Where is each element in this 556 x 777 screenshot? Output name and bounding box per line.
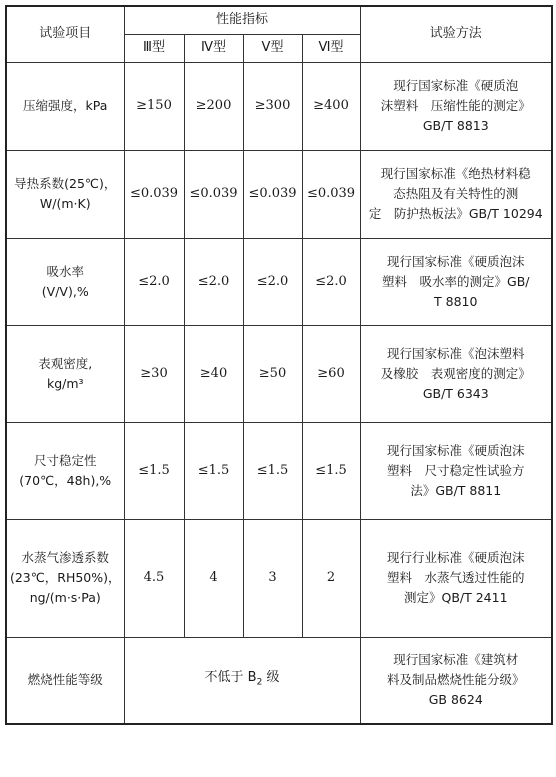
- item-line: 表观密度,: [38, 355, 93, 371]
- table-row: [6, 325, 552, 422]
- method-line: 定 防护热板法》GB/T 10294: [368, 206, 543, 221]
- item-line: ng/(m·s·Pa): [29, 590, 101, 605]
- item-line: 尺寸稳定性: [33, 452, 97, 468]
- header-test-method: 试验方法: [360, 6, 552, 62]
- value-cell: ≥300: [243, 62, 302, 150]
- table-row: [6, 238, 552, 325]
- value-cell: ≤2.0: [243, 238, 302, 325]
- value-cell: ≤1.5: [124, 422, 184, 519]
- method-line: 现行国家标准《绝热材料稳: [380, 166, 531, 181]
- method-line: 塑料 吸水率的测定》GB/: [382, 273, 530, 289]
- header-test-item: 试验项目: [6, 6, 124, 62]
- item-line: 导热系数(25℃)，: [14, 176, 117, 191]
- item-cell: [6, 62, 124, 150]
- header-performance-indicators: 性能指标: [124, 6, 360, 34]
- value-cell: ≥30: [124, 325, 184, 422]
- value-cell: ≤1.5: [302, 422, 360, 519]
- value-cell: ≤1.5: [184, 422, 243, 519]
- value-cell: ≤1.5: [243, 422, 302, 519]
- item-line: 压缩强度，kPa: [23, 98, 108, 113]
- method-cell: [360, 422, 552, 519]
- value-cell: ≤0.039: [124, 150, 184, 238]
- method-line: GB/T 8813: [422, 118, 489, 133]
- performance-spec-table: [5, 5, 553, 725]
- value-cell: ≤0.039: [243, 150, 302, 238]
- item-cell: 燃烧性能等级: [6, 637, 124, 724]
- value-cell: ≥400: [302, 62, 360, 150]
- item-cell: [6, 150, 124, 238]
- method-line: GB/T 6343: [422, 385, 489, 401]
- value-cell: ≤2.0: [302, 238, 360, 325]
- value-cell: ≤2.0: [184, 238, 243, 325]
- method-line: 法》GB/T 8811: [410, 482, 502, 498]
- table-row: [6, 62, 552, 150]
- merged-prefix: 不低于 B: [204, 669, 257, 685]
- item-line: (70℃，48h),%: [19, 472, 112, 488]
- item-cell: [6, 519, 124, 637]
- value-cell: 3: [243, 519, 302, 637]
- value-cell: ≥200: [184, 62, 243, 150]
- header-type-4: Ⅳ型: [184, 34, 243, 62]
- header-type-5: Ⅴ型: [243, 34, 302, 62]
- method-line: 现行国家标准《硬质泡: [393, 78, 519, 93]
- table-row: [6, 422, 552, 519]
- item-cell: [6, 325, 124, 422]
- value-cell: ≤0.039: [302, 150, 360, 238]
- item-line: 吸水率: [46, 263, 84, 279]
- method-line: 测定》QB/T 2411: [403, 590, 508, 605]
- item-line: (23℃，RH50%)，: [9, 570, 121, 585]
- method-line: T 8810: [434, 293, 478, 309]
- merged-suffix: 级: [262, 669, 280, 685]
- value-cell: ≤0.039: [184, 150, 243, 238]
- table-row: [6, 637, 552, 724]
- value-cell: ≤2.0: [124, 238, 184, 325]
- method-cell: [360, 637, 552, 724]
- value-cell: 4: [184, 519, 243, 637]
- value-cell: 4.5: [124, 519, 184, 637]
- table-row: [6, 519, 552, 637]
- item-line: kg/m³: [46, 375, 84, 391]
- value-cell: ≥40: [184, 325, 243, 422]
- item-line: W/(m·K): [39, 196, 91, 211]
- value-cell: 2: [302, 519, 360, 637]
- method-line: 态热阻及有关特性的测: [393, 186, 519, 201]
- method-line: 现行国家标准《硬质泡沫: [387, 442, 525, 458]
- item-cell: [6, 422, 124, 519]
- method-line: 现行国家标准《泡沫塑料: [387, 345, 525, 361]
- method-line: 料及制品燃烧性能分级》: [387, 672, 525, 688]
- header-type-6: Ⅵ型: [302, 34, 360, 62]
- value-cell: ≥60: [302, 325, 360, 422]
- table-row: [6, 150, 552, 238]
- value-cell: ≥50: [243, 325, 302, 422]
- method-cell: [360, 62, 552, 150]
- method-cell: [360, 519, 552, 637]
- method-line: 塑料 水蒸气透过性能的: [387, 570, 525, 585]
- method-line: 现行国家标准《建筑材: [393, 652, 519, 668]
- header-type-3: Ⅲ型: [124, 34, 184, 62]
- method-line: GB 8624: [428, 692, 483, 708]
- merged-subscript: 2: [256, 677, 263, 688]
- item-line: (V/V),%: [41, 283, 89, 299]
- method-line: 沫塑料 压缩性能的测定》: [380, 98, 531, 113]
- merged-value-cell: [124, 637, 360, 724]
- method-cell: [360, 325, 552, 422]
- method-line: 现行国家标准《硬质泡沫: [387, 253, 525, 269]
- method-line: 塑料 尺寸稳定性试验方: [387, 462, 525, 478]
- item-line: 水蒸气渗透系数: [21, 550, 109, 565]
- value-cell: ≥150: [124, 62, 184, 150]
- method-cell: [360, 238, 552, 325]
- method-line: 现行行业标准《硬质泡沫: [387, 550, 525, 565]
- method-cell: [360, 150, 552, 238]
- method-line: 及橡胶 表观密度的测定》: [380, 365, 531, 381]
- item-cell: [6, 238, 124, 325]
